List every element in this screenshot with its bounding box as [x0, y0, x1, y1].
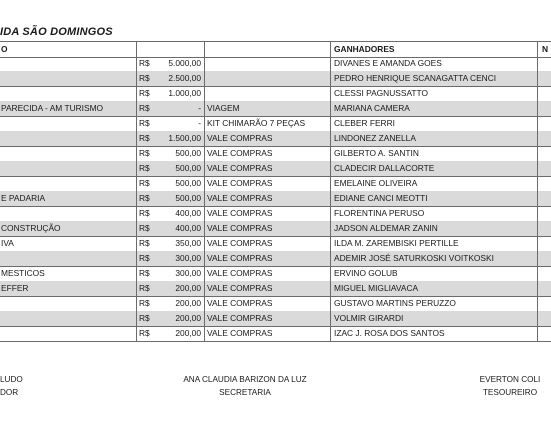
row-prize: KIT CHIMARÃO 7 PEÇAS — [207, 118, 306, 128]
row-amount: 500,00 — [175, 178, 201, 188]
table-row — [0, 161, 551, 177]
row-amount: 300,00 — [175, 268, 201, 278]
row-prize — [207, 56, 327, 71]
row-prize: VALE COMPRAS — [207, 133, 273, 143]
table-row — [0, 266, 551, 282]
row-currency: R$ — [139, 88, 150, 98]
table-row — [0, 206, 551, 222]
table-row — [0, 86, 551, 102]
row-prize: VALE COMPRAS — [207, 328, 273, 338]
table-row — [0, 191, 551, 207]
row-amount: 300,00 — [175, 253, 201, 263]
table-row — [0, 116, 551, 132]
table-row — [0, 56, 551, 72]
row-winner: DIVANES E AMANDA GOES — [334, 58, 442, 68]
row-amount: 200,00 — [175, 283, 201, 293]
row-amount: - — [198, 118, 201, 128]
row-institution — [0, 86, 133, 101]
row-institution — [0, 146, 133, 161]
row-winner: CLESSI PAGNUSSATTO — [334, 88, 429, 98]
row-prize: VALE COMPRAS — [207, 148, 273, 158]
row-prize: VALE COMPRAS — [207, 193, 273, 203]
header-number: N — [542, 44, 549, 54]
row-institution — [0, 56, 133, 71]
row-prize: VIAGEM — [207, 103, 240, 113]
column-divider — [330, 41, 331, 342]
row-winner: ILDA M. ZAREMBISKI PERTILLE — [334, 238, 459, 248]
row-institution: E PADARIA — [1, 193, 46, 203]
row-amount: 1.500,00 — [168, 133, 201, 143]
row-currency: R$ — [139, 193, 150, 203]
signature-left-role: DOR — [0, 388, 19, 397]
document-title: IDA SÃO DOMINGOS — [0, 26, 113, 38]
row-institution: PARECIDA - AM TURISMO — [1, 103, 104, 113]
row-amount: 2.500,00 — [168, 73, 201, 83]
row-institution — [0, 326, 133, 341]
row-currency: R$ — [139, 268, 150, 278]
row-currency: R$ — [139, 313, 150, 323]
column-divider — [204, 41, 205, 342]
row-amount: 350,00 — [175, 238, 201, 248]
table-row — [0, 101, 551, 117]
table-row — [0, 251, 551, 267]
row-currency: R$ — [139, 298, 150, 308]
row-amount: 500,00 — [175, 163, 201, 173]
row-winner: LINDONEZ ZANELLA — [334, 133, 416, 143]
table-row — [0, 296, 551, 312]
row-winner: MARIANA CAMERA — [334, 103, 410, 113]
row-institution — [0, 131, 133, 146]
row-prize: VALE COMPRAS — [207, 223, 273, 233]
header-winners: GANHADORES — [334, 44, 395, 54]
row-winner: GUSTAVO MARTINS PERUZZO — [334, 298, 456, 308]
table-row — [0, 281, 551, 297]
row-prize: VALE COMPRAS — [207, 178, 273, 188]
row-currency: R$ — [139, 328, 150, 338]
row-winner: VOLMIR GIRARDI — [334, 313, 404, 323]
table-row — [0, 71, 551, 87]
row-amount: 200,00 — [175, 313, 201, 323]
row-currency: R$ — [139, 283, 150, 293]
row-winner: JADSON ALDEMAR ZANIN — [334, 223, 438, 233]
row-currency: R$ — [139, 178, 150, 188]
table-row — [0, 146, 551, 162]
row-amount: 1.000,00 — [168, 88, 201, 98]
row-amount: 200,00 — [175, 298, 201, 308]
row-amount: 200,00 — [175, 328, 201, 338]
row-prize: VALE COMPRAS — [207, 208, 273, 218]
signature-treasurer-name: EVERTON COLI — [479, 375, 541, 384]
row-winner: FLORENTINA PERUSO — [334, 208, 425, 218]
row-prize — [207, 86, 327, 101]
row-currency: R$ — [139, 223, 150, 233]
row-currency: R$ — [139, 103, 150, 113]
row-prize: VALE COMPRAS — [207, 163, 273, 173]
row-winner: CLADECIR DALLACORTE — [334, 163, 435, 173]
row-prize: VALE COMPRAS — [207, 313, 273, 323]
row-amount: 400,00 — [175, 208, 201, 218]
row-amount: 400,00 — [175, 223, 201, 233]
row-prize: VALE COMPRAS — [207, 298, 273, 308]
row-institution — [0, 251, 133, 266]
column-divider — [537, 41, 538, 342]
signature-left — [0, 373, 23, 399]
table-row — [0, 221, 551, 237]
signature-treasurer-role: TESOUREIRO — [482, 388, 538, 397]
row-institution: EFFER — [1, 283, 29, 293]
signature-left-name: LUDO — [0, 375, 23, 384]
row-currency: R$ — [139, 253, 150, 263]
row-prize: VALE COMPRAS — [207, 283, 273, 293]
row-currency: R$ — [139, 118, 150, 128]
row-institution — [0, 176, 133, 191]
row-currency: R$ — [139, 238, 150, 248]
signature-secretary-name: ANA CLAUDIA BARIZON DA LUZ — [183, 375, 307, 384]
row-prize: VALE COMPRAS — [207, 268, 273, 278]
row-prize: VALE COMPRAS — [207, 253, 273, 263]
row-institution: IVA — [1, 238, 14, 248]
row-winner: EDIANE CANCI MEOTTI — [334, 193, 428, 203]
signature-secretary — [172, 373, 318, 399]
column-divider — [136, 41, 137, 342]
row-institution — [0, 311, 133, 326]
row-institution — [0, 161, 133, 176]
row-prize: VALE COMPRAS — [207, 238, 273, 248]
row-winner: MIGUEL MIGLIAVACA — [334, 283, 419, 293]
row-amount: 5.000,00 — [168, 58, 201, 68]
row-institution — [0, 206, 133, 221]
table-row — [0, 131, 551, 147]
table-row — [0, 176, 551, 192]
row-winner: ADEMIR JOSÉ SATURKOSKI VOITKOSKI — [334, 253, 494, 263]
row-amount: - — [198, 103, 201, 113]
row-institution: MESTICOS — [1, 268, 45, 278]
row-institution — [0, 71, 133, 86]
row-winner: CLEBER FERRI — [334, 118, 395, 128]
row-amount: 500,00 — [175, 148, 201, 158]
row-institution — [0, 296, 133, 311]
table-row — [0, 236, 551, 252]
row-currency: R$ — [139, 73, 150, 83]
row-amount: 500,00 — [175, 193, 201, 203]
header-first-column: O — [1, 44, 8, 54]
row-winner: PEDRO HENRIQUE SCANAGATTA CENCI — [334, 73, 497, 83]
row-prize — [207, 71, 327, 86]
row-currency: R$ — [139, 58, 150, 68]
row-currency: R$ — [139, 148, 150, 158]
row-institution — [0, 116, 133, 131]
signature-secretary-role: SECRETARIA — [219, 388, 271, 397]
row-institution: CONSTRUÇÃO — [1, 223, 61, 233]
row-winner: ERVINO GOLUB — [334, 268, 398, 278]
row-currency: R$ — [139, 133, 150, 143]
signature-treasurer — [470, 373, 550, 399]
table-row — [0, 311, 551, 327]
row-winner: IZAC J. ROSA DOS SANTOS — [334, 328, 445, 338]
row-currency: R$ — [139, 163, 150, 173]
row-winner: GILBERTO A. SANTIN — [334, 148, 419, 158]
row-winner: EMELAINE OLIVEIRA — [334, 178, 418, 188]
row-currency: R$ — [139, 208, 150, 218]
table-row — [0, 326, 551, 342]
